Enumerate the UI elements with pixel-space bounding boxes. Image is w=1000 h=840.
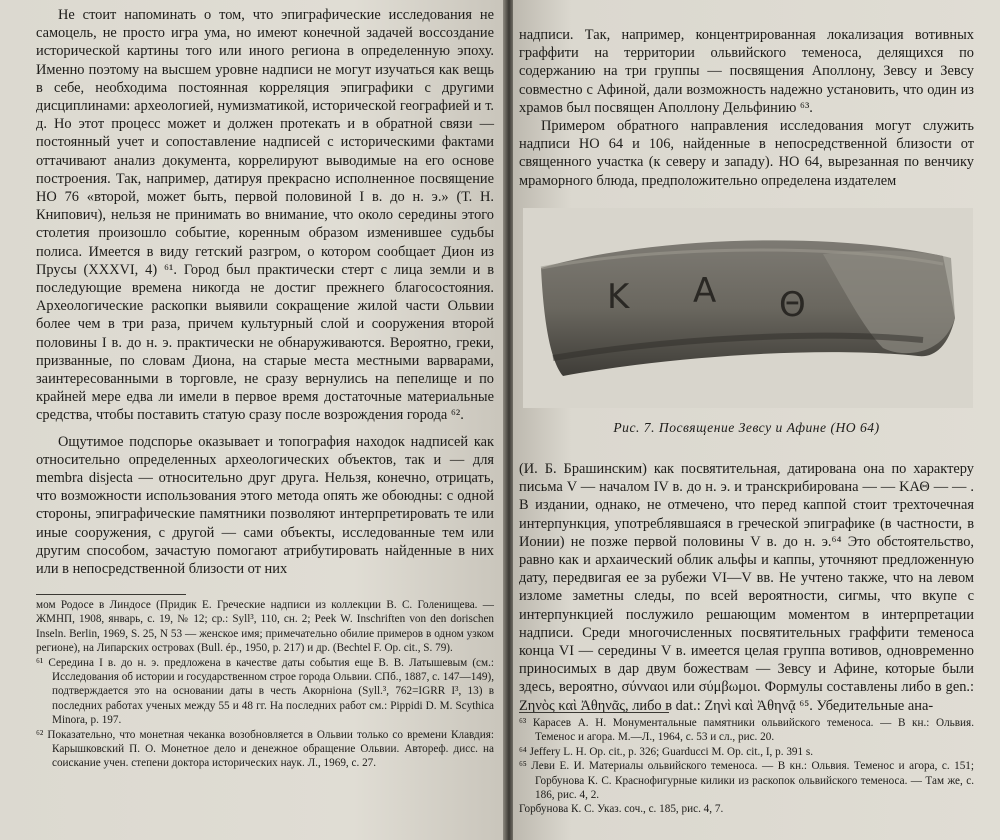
left-paragraph-2: Ощутимое подспорье оказывает и топография находок надписей как относительно определенных археологических объектов, так и — для membra disjecta — относительно друг друга. Нельзя, конечно, отрицать, что возможности использования этого метода опять же обоюдны: с одной стороны, эпиграфические памятники позволяют интерпретировать те или иные сооружения, с другой — сами объекты, исследованные тем или другим способом, зачастую помогают атрибутировать найденные в них или в непосредственной близости от них <box>36 433 494 578</box>
left-footnote-cont: мом Родосе в Линдосе (Придик Е. Греческие надписи из коллекции В. С. Голенищева. — ЖМНП, 1908, январь, с. 19, № 12; ср.: Syll³, 110, сн. 2; Peek W. Inschriften von den dorischen Inseln. Berlin, 1969, S. 25, N 53 — женское имя; примечательно обилие примеров в одном узком регионе), на Липарских островах (Bull. ép., 1950, p. 217) и др. (Bechtel F. Op. cit., S. 79). <box>36 599 494 655</box>
right-paragraph-1: надписи. Так, например, концентрированная локализация вотивных граффити на территории ольвийского теменоса, делящихся по содержанию на три группы — посвящения Аполлону, Зевсу и Зевсу совместно с Афиной, дали возможность надежно установить, что один из храмов был посвящен Аполлону Дельфинию ⁶³. <box>519 27 974 116</box>
right-footnotes <box>519 716 974 817</box>
inscription-letter-kappa: Κ <box>607 277 630 317</box>
footnote-61: ⁶¹ Середина I в. до н. э. предложена в качестве даты события еще В. В. Латышевым (см.: Исследования об истории и государственном строе города Ольвии. СПб., 1887, с. 147—149), подтверждается это на основании даты в честь Акорнiона (Syll.³, 762=IGRR I³, 13) в последних работах ученых между 55 и 48 гг. На последних работ см.: Pippidi D. M. Scythica Minora, p. 197. <box>36 656 494 727</box>
right-main-text-bottom <box>519 460 974 715</box>
left-footnote-divider <box>36 594 186 595</box>
footnote-66: Горбунова К. С. Указ. соч., с. 185, рис. 4, 7. <box>519 803 724 816</box>
left-paragraph-1: Не стоит напоминать о том, что эпиграфические исследования не самоцель, не просто игра ума, но имеют конечной задачей воссоздание исторической картины того или иного региона в определенную эпоху. Именно поэтому на высшем уровне надписи не могут изучаться как вещь в себе, необходима постоянная корреляция эпиграфики с другими дисциплинами: археологией, нумизматикой, исторической географией и т. д. Но этот процесс может и должен протекать и в обратной связи — постоянный учет и сопоставление надписей с историческими фактами оттачивают анализ документа, коррелируют выводимые на его основе построения. Так, например, датируя прекрасно исполненное посвящение НО 76 «второй, может быть, первой половиной I в. до н. э.» (Т. Н. Книпович), нельзя не принимать во внимание, что около середины этого столетия произошло событие, коренным образом изменившее судьбы полиса. Имеется в виду гетский разгром, о котором сообщает Дион из Прусы (XXXVI, 4) ⁶¹. Город был практически стерт с лица земли и в последующие времена никогда не достиг прежнего благосостояния. Археологические раскопки выявили сокращение жилой части Ольвии более чем в три раза, причем культурный слой и сооружения второй половины I в. до н. э. практически не обнаруживаются. Вероятно, греки, призванные, по словам Диона, на старые места местными варварами, заинтересованными в торговле, не сразу вернулись на пепелище и по крайней мере едва ли имели в первое время достаточные материальные средства, чтобы поставить статую сразу после возрождения города ⁶². <box>36 7 494 424</box>
right-main-text-top <box>519 26 974 190</box>
figure-caption: Рис. 7. Посвящение Зевсу и Афине (НО 64) <box>613 420 880 435</box>
right-page <box>513 0 1000 840</box>
right-footnote-divider <box>519 712 669 713</box>
inscription-letter-alpha: Α <box>693 271 717 311</box>
footnote-62: ⁶² Показательно, что монетная чеканка возобновляется в Ольвии только со времени Клавдия: Карышковский П. О. Монетное дело и денежное обращение Ольвии. Автореф. дисс. на соискание учен. степени доктора исторических наук. Л., 1969, с. 27. <box>36 728 494 770</box>
marble-fragment-image <box>523 208 973 408</box>
left-footnotes <box>36 598 494 771</box>
left-main-text <box>36 6 494 578</box>
right-paragraph-2: Примером обратного направления исследования могут служить надписи НО 64 и 106, найденные в непосредственной близости от священного участка (к северу и западу). НО 64, вырезанная по венчику мраморного блюда, предположительно определена издателем <box>519 118 974 189</box>
right-paragraph-3: (И. Б. Брашинским) как посвятительная, датирована она по характеру письма V — началом IV в. до н. э. и транскрибирована — — ΚΑΘ — — . В издании, однако, не отмечено, что перед каппой стоит трехточечная интерпункция, употреблявшаяся в греческой эпиграфике (в частности, в Ионии) не позже первой половины V в. до н. э.⁶⁴ Это обстоятельство, равно как и архаический облик альфы и каппы, уточняют предложенную дату, передвигая ее за рубежи VI—V вв. Не учтено также, что на левом изломе заметны следы, по всей вероятности, сигмы, что вкупе с интерпункцией послужило решающим моментом в интерпретации надписи. Среди многочисленных посвятительных граффити теменоса конца VI — середины V в. имеется целая группа вотивов, одновременно приносимых в дар двум божествам — Зевсу и Афине, которые были здесь, вероятно, σύνναοι или σύμβωμοι. Формулы составлены либо в gen.: Ζηνὸς καὶ Ἀθηνᾶς, либо в dat.: Ζηνὶ καὶ Ἀθηνᾷ ⁶⁵. Убедительные ана- <box>519 461 974 714</box>
figure-photo-marble-fragment <box>523 208 973 408</box>
footnote-63: ⁶³ Карасев А. Н. Монументальные памятники ольвийского теменоса. — В кн.: Ольвия. Теменос и агора. М.—Л., 1964, с. 53 и сл., рис. 20. <box>519 717 974 744</box>
inscription-letter-theta: Θ <box>779 285 806 325</box>
footnote-64: ⁶⁴ Jeffery L. H. Op. cit., p. 326; Guarducci M. Op. cit., I, p. 391 s. <box>519 745 814 758</box>
footnote-65: ⁶⁵ Леви Е. И. Материалы ольвийского теменоса. — В кн.: Ольвия. Теменос и агора, с. 151; Горбунова К. С. Краснофигурные килики из раскопок ольвийского теменоса. — Там же, с. 186, рис. 4, 2. <box>519 760 974 802</box>
